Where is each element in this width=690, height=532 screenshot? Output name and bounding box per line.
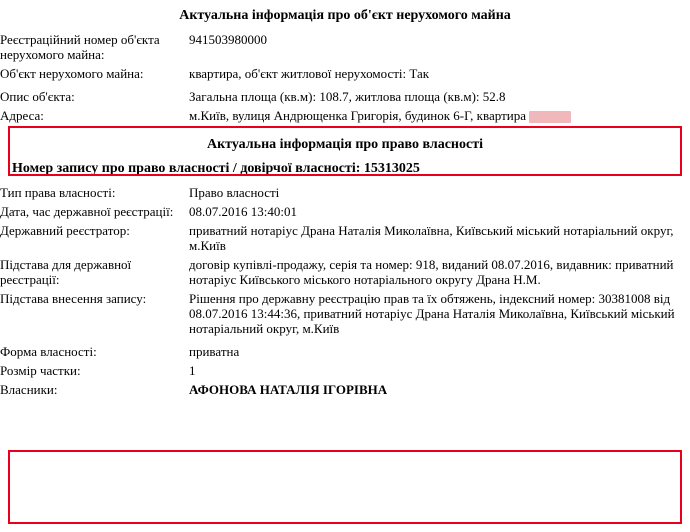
row-value: квартира, об'єкт житлової нерухомості: Так xyxy=(189,66,430,81)
table-row xyxy=(0,30,690,64)
redaction-block xyxy=(529,111,571,123)
owner-info-table xyxy=(0,342,690,399)
row-label: Форма власності: xyxy=(0,344,97,360)
row-label: Реєстраційний номер об'єкта нерухомого майна: xyxy=(0,32,160,62)
table-row xyxy=(0,361,690,380)
address-text: м.Київ, вулиця Андрющенка Григорія, будинок 6-Г, квартира xyxy=(189,108,526,123)
ownership-info-table xyxy=(0,183,690,338)
row-value-address xyxy=(189,106,690,125)
row-value: Загальна площа (кв.м): 108.7, житлова площа (кв.м): 52.8 xyxy=(189,89,506,104)
highlight-box-owner xyxy=(8,450,682,524)
row-label: Опис об'єкта: xyxy=(0,89,75,104)
object-info-table xyxy=(0,30,690,83)
row-value: 08.07.2016 13:40:01 xyxy=(189,204,297,220)
owner-name-value: АФОНОВА НАТАЛІЯ ІГОРІВНА xyxy=(189,382,388,398)
row-label: Розмір частки: xyxy=(0,363,81,379)
table-row xyxy=(0,342,690,361)
table-row xyxy=(0,380,690,399)
row-label: Власники: xyxy=(0,382,58,398)
section-title-object: Актуальна інформація про об'єкт нерухомого майна xyxy=(179,8,511,23)
ownership-record-number: Номер запису про право власності / довірчої власності: 15313025 xyxy=(12,161,420,177)
table-row xyxy=(0,64,690,83)
object-description-table xyxy=(0,87,690,125)
table-row xyxy=(0,255,690,289)
row-label: Підстава для державної реєстрації: xyxy=(0,257,132,288)
section-title-ownership: Актуальна інформація про право власності xyxy=(207,137,483,153)
row-label: Адреса: xyxy=(0,108,44,123)
row-value: Рішення про державну реєстрацію прав та їх обтяжень, індексний номер: 30381008 від 08.07.2016 13:44:36, приватний нотаріус Драна Наталія Миколаївна, Київський міський нотаріальний округ, м.Київ xyxy=(189,291,675,337)
row-value: 941503980000 xyxy=(189,32,267,47)
row-value: договір купівлі-продажу, серія та номер: 918, виданий 08.07.2016, видавник: приватний нотаріус Київського міського нотаріального округу Драна Н.М. xyxy=(189,257,674,288)
table-row xyxy=(0,87,690,106)
table-row xyxy=(0,221,690,255)
row-value: 1 xyxy=(189,363,196,379)
table-row xyxy=(0,183,690,202)
row-value: приватна xyxy=(189,344,240,360)
row-label: Об'єкт нерухомого майна: xyxy=(0,66,144,81)
row-label: Тип права власності: xyxy=(0,185,116,201)
row-label: Державний реєстратор: xyxy=(0,223,130,239)
table-row xyxy=(0,289,690,338)
row-value: приватний нотаріус Драна Наталія Миколаївна, Київський міський нотаріальний округ, м.Київ xyxy=(189,223,674,254)
row-label: Дата, час державної реєстрації: xyxy=(0,204,174,220)
table-row xyxy=(0,202,690,221)
row-value: Право власності xyxy=(189,185,280,201)
row-label: Підстава внесення запису: xyxy=(0,291,147,307)
table-row xyxy=(0,106,690,125)
